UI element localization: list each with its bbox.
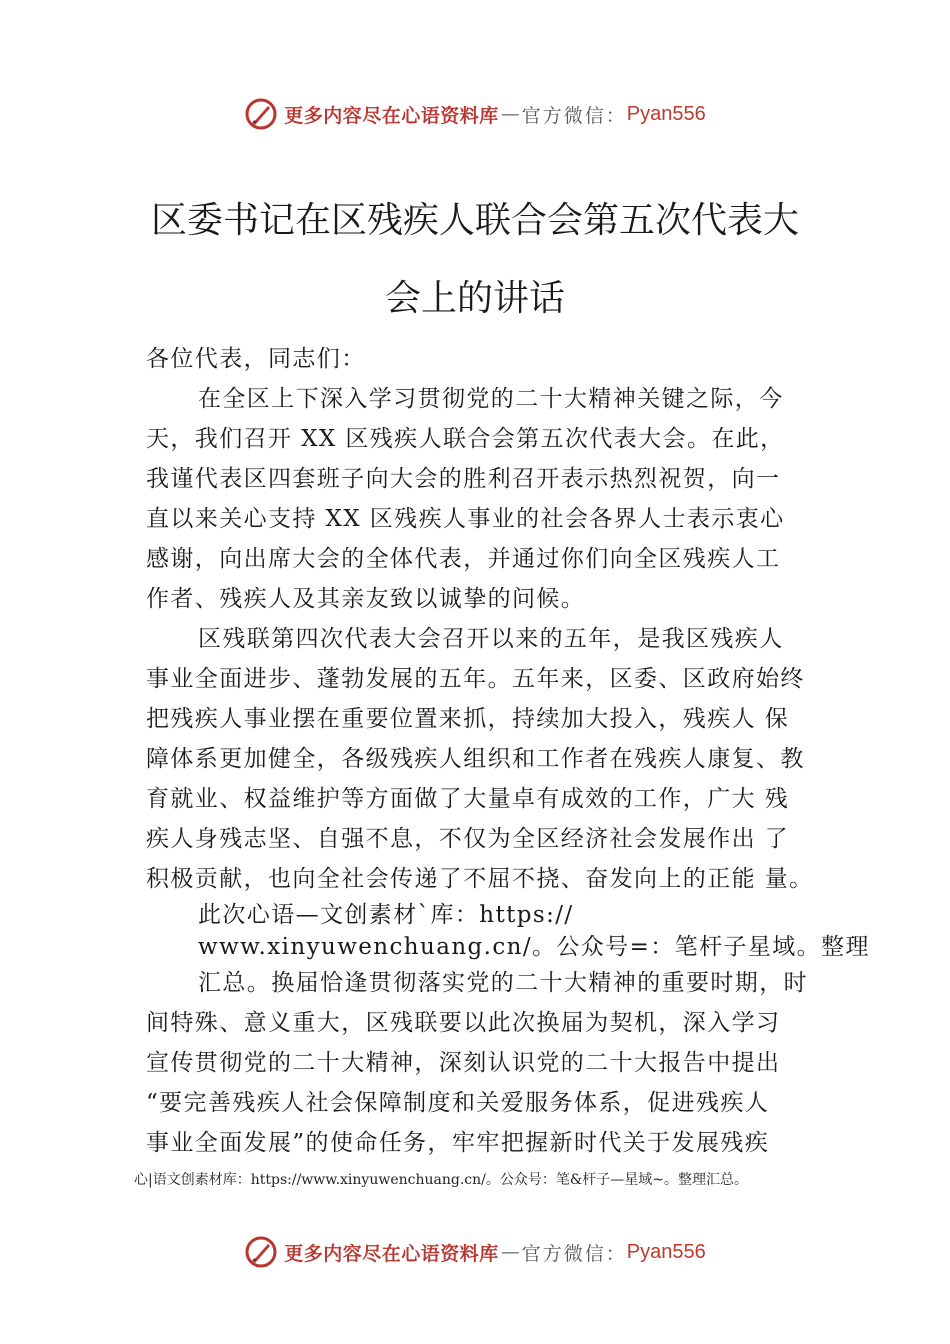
title-line-2: 会上的讲话 xyxy=(384,278,565,319)
body-line: 天，我们召开 XX 区残疾人联合会第五次代表大会。在此， xyxy=(146,426,785,452)
document-body xyxy=(146,339,870,1163)
body-line: 直以来关心支持 XX 区残疾人事业的社会各界人士表示衷心 xyxy=(146,506,785,532)
document-title xyxy=(120,182,830,338)
body-line: 事业全面发展”的使命任务，牢牢把握新时代关于发展残疾 xyxy=(146,1130,770,1156)
banner-wechat-label: 官方微信： xyxy=(521,1242,627,1265)
banner-wechat-id: Pyan556 xyxy=(626,1240,706,1263)
top-banner xyxy=(0,94,950,134)
body-line: 汇总。换届恰逢贯彻落实党的二十大精神的重要时期，时 xyxy=(198,970,808,996)
quill-logo-icon xyxy=(244,97,278,131)
title-line-1: 区委书记在区残疾人联合会第五次代表大 xyxy=(150,200,799,241)
footer-note: 心|语文创素材库：https://www.xinyuwenchuang.cn/。公众号：笔&杆子—星域~。整理汇总。 xyxy=(134,1172,749,1188)
body-line: www.xinyuwenchuang.cn/。公众号=：笔杆子星域。整理 xyxy=(198,934,870,960)
bottom-banner xyxy=(0,1232,950,1272)
quill-logo-icon xyxy=(244,1235,278,1269)
banner-separator: — xyxy=(500,103,520,125)
body-line: 育就业、权益维护等方面做了大量卓有成效的工作，广大 残 xyxy=(146,786,790,812)
banner-wechat-label: 官方微信： xyxy=(521,104,627,127)
body-line: 感谢，向出席大会的全体代表，并通过你们向全区残疾人工 xyxy=(146,546,781,572)
body-line: 事业全面进步、蓬勃发展的五年。五年来，区委、区政府始终 xyxy=(146,666,805,692)
body-line: 在全区上下深入学习贯彻党的二十大精神关键之际，今 xyxy=(198,386,784,412)
body-line: 积极贡献，也向全社会传递了不屈不挠、奋发向上的正能 量。 xyxy=(146,866,814,892)
body-line: 我谨代表区四套班子向大会的胜利召开表示热烈祝贺，向一 xyxy=(146,466,781,492)
banner-text: 更多内容尽在心语资料库 xyxy=(284,104,499,127)
body-line: 作者、残疾人及其亲友致以诚挚的问候。 xyxy=(146,586,586,612)
banner-text: 更多内容尽在心语资料库 xyxy=(284,1242,499,1265)
body-line: “要完善残疾人社会保障制度和关爱服务体系，促进残疾人 xyxy=(146,1090,770,1116)
body-line: 宣传贯彻党的二十大精神，深刻认识党的二十大报告中提出 xyxy=(146,1050,781,1076)
body-line: 障体系更加健全，各级残疾人组织和工作者在残疾人康复、教 xyxy=(146,746,805,772)
banner-separator: — xyxy=(500,1241,520,1263)
body-line: 区残联第四次代表大会召开以来的五年，是我区残疾人 xyxy=(198,626,784,652)
body-line: 疾人身残志坚、自强不息，不仅为全区经济社会发展作出 了 xyxy=(146,826,790,852)
body-line: 把残疾人事业摆在重要位置来抓，持续加大投入，残疾人 保 xyxy=(146,706,790,732)
body-line: 此次心语—文创素材`库：https:// xyxy=(198,902,574,928)
banner-wechat-id: Pyan556 xyxy=(626,102,706,125)
salutation: 各位代表，同志们： xyxy=(146,346,366,372)
body-line: 间特殊、意义重大，区残联要以此次换届为契机，深入学习 xyxy=(146,1010,781,1036)
